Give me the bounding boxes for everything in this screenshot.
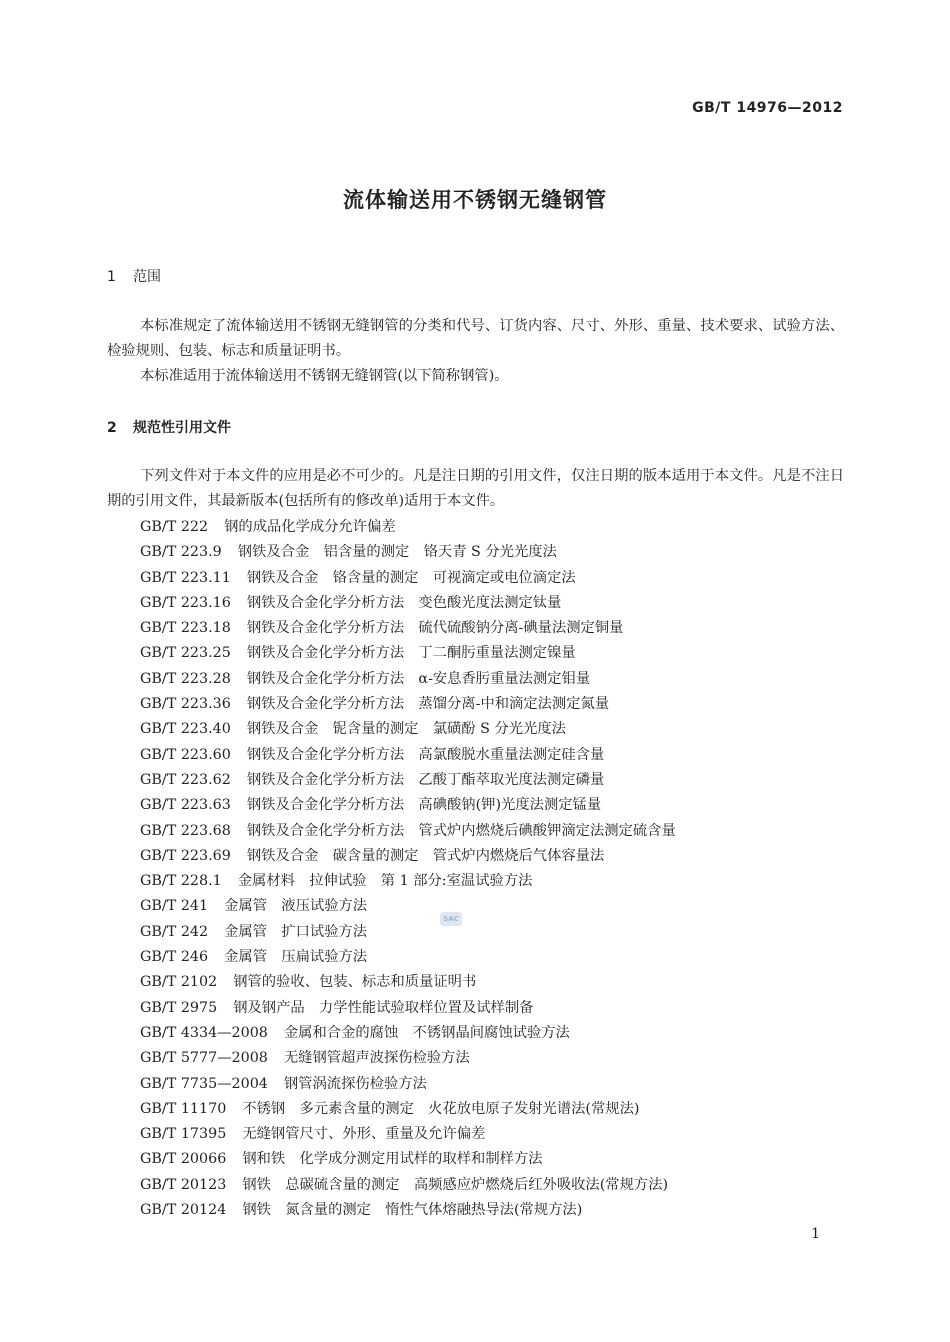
- reference-item: [140, 819, 676, 844]
- page-number: 1: [811, 1226, 820, 1242]
- section-2-heading: [107, 417, 231, 437]
- reference-title: 钢铁及合金化学分析方法 变色酸光度法测定钛量: [246, 594, 562, 611]
- reference-item: [140, 1021, 676, 1046]
- reference-title: 钢及钢产品 力学性能试验取样位置及试样制备: [233, 999, 534, 1016]
- reference-item: [140, 692, 676, 717]
- reference-code: GB/T 7735—2004: [140, 1075, 268, 1092]
- reference-title: 金属和合金的腐蚀 不锈钢晶间腐蚀试验方法: [283, 1024, 570, 1041]
- reference-item: [140, 970, 676, 995]
- reference-code: GB/T 223.60: [140, 746, 231, 763]
- reference-item: [140, 743, 676, 768]
- reference-item: [140, 667, 676, 692]
- reference-code: GB/T 223.36: [140, 696, 231, 713]
- reference-item: [140, 768, 676, 793]
- reference-item: [140, 945, 676, 970]
- reference-title: 金属材料 拉伸试验 第 1 部分:室温试验方法: [237, 873, 533, 890]
- reference-title: 钢铁及合金化学分析方法 高氯酸脱水重量法测定硅含量: [246, 746, 605, 763]
- reference-code: GB/T 4334—2008: [140, 1024, 268, 1041]
- reference-item: [140, 1122, 676, 1147]
- reference-item: [140, 515, 676, 540]
- reference-code: GB/T 223.18: [140, 620, 231, 637]
- reference-item: [140, 591, 676, 616]
- reference-item: [140, 540, 676, 565]
- reference-code: GB/T 246: [140, 949, 209, 966]
- reference-code: GB/T 223.40: [140, 721, 231, 738]
- reference-title: 钢铁及合金化学分析方法 蒸馏分离-中和滴定法测定氮量: [246, 696, 610, 713]
- reference-title: 钢铁 氮含量的测定 惰性气体熔融热导法(常规方法): [242, 1202, 583, 1219]
- document-title: 流体输送用不锈钢无缝钢管: [343, 188, 607, 212]
- reference-title: 钢管涡流探伤检验方法: [283, 1075, 427, 1092]
- section-1-heading: [107, 266, 161, 286]
- reference-code: GB/T 223.16: [140, 594, 231, 611]
- reference-title: 钢铁及合金化学分析方法 管式炉内燃烧后碘酸钾滴定法测定硫含量: [246, 822, 676, 839]
- reference-item: [140, 566, 676, 591]
- reference-title: 钢铁及合金化学分析方法 丁二酮肟重量法测定镍量: [246, 645, 576, 662]
- section-2-number: 2: [107, 420, 117, 436]
- reference-code: GB/T 222: [140, 519, 209, 535]
- reference-title: 钢和铁 化学成分测定用试样的取样和制样方法: [242, 1151, 543, 1168]
- reference-code: GB/T 223.11: [140, 569, 231, 586]
- section-1-title: 范围: [133, 269, 161, 285]
- reference-item: [140, 717, 676, 742]
- reference-code: GB/T 223.25: [140, 645, 231, 662]
- reference-item: [140, 1072, 676, 1097]
- reference-title: 金属管 压扁试验方法: [224, 949, 368, 966]
- reference-code: GB/T 241: [140, 898, 209, 915]
- reference-item: [140, 1046, 676, 1071]
- reference-code: GB/T 223.28: [140, 670, 231, 687]
- reference-code: GB/T 223.9: [140, 544, 222, 561]
- reference-title: 钢铁及合金化学分析方法 高碘酸钠(钾)光度法测定锰量: [246, 797, 602, 814]
- reference-item: [140, 641, 676, 666]
- reference-item: [140, 793, 676, 818]
- section-2-title: 规范性引用文件: [133, 420, 231, 436]
- reference-title: 金属管 扩口试验方法: [224, 923, 368, 940]
- reference-title: 钢铁及合金 铬含量的测定 可视滴定或电位滴定法: [246, 569, 576, 586]
- reference-title: 钢铁及合金化学分析方法 乙酸丁酯萃取光度法测定磷量: [246, 771, 605, 788]
- reference-code: GB/T 223.63: [140, 797, 231, 814]
- reference-item: [140, 1097, 676, 1122]
- standard-code: GB/T 14976—2012: [692, 100, 843, 116]
- reference-title: 不锈钢 多元素含量的测定 火花放电原子发射光谱法(常规法): [242, 1100, 640, 1117]
- reference-title: 钢铁及合金 碳含量的测定 管式炉内燃烧后气体容量法: [246, 847, 605, 864]
- reference-code: GB/T 242: [140, 923, 209, 940]
- reference-code: GB/T 11170: [140, 1100, 227, 1117]
- reference-item: [140, 1198, 676, 1223]
- reference-item: [140, 894, 676, 919]
- reference-title: 钢管的验收、包装、标志和质量证明书: [233, 974, 477, 991]
- reference-title: 钢铁及合金 铝含量的测定 铬天青 S 分光光度法: [237, 544, 557, 561]
- reference-title: 钢铁 总碳硫含量的测定 高频感应炉燃烧后红外吸收法(常规方法): [242, 1176, 669, 1193]
- reference-code: GB/T 17395: [140, 1126, 227, 1143]
- reference-code: GB/T 228.1: [140, 873, 222, 890]
- reference-title: 钢铁及合金化学分析方法 硫代硫酸钠分离-碘量法测定铜量: [246, 620, 624, 637]
- section-1-paragraph-1: 本标准规定了流体输送用不锈钢无缝钢管的分类和代号、订货内容、尺寸、外形、重量、技术要求、试验方法、检验规则、包装、标志和质量证明书。: [107, 318, 844, 359]
- section-1-paragraph-2: 本标准适用于流体输送用不锈钢无缝钢管(以下简称钢管)。: [140, 368, 509, 384]
- reference-item: [140, 616, 676, 641]
- reference-title: 钢的成品化学成分允许偏差: [224, 519, 396, 535]
- reference-item: [140, 869, 676, 894]
- reference-list: [140, 515, 676, 1223]
- reference-title: 无缝钢管尺寸、外形、重量及允许偏差: [242, 1126, 486, 1143]
- reference-code: GB/T 5777—2008: [140, 1050, 268, 1067]
- reference-item: [140, 996, 676, 1021]
- reference-title: 无缝钢管超声波探伤检验方法: [283, 1050, 470, 1067]
- reference-item: [140, 844, 676, 869]
- reference-title: 钢铁及合金 铌含量的测定 氯磺酚 S 分光光度法: [246, 721, 566, 738]
- reference-code: GB/T 2975: [140, 999, 218, 1016]
- reference-code: GB/T 20066: [140, 1151, 227, 1168]
- reference-code: GB/T 20124: [140, 1202, 227, 1219]
- reference-code: GB/T 20123: [140, 1176, 227, 1193]
- reference-title: 钢铁及合金化学分析方法 α-安息香肟重量法测定钼量: [246, 670, 591, 687]
- reference-item: [140, 1173, 676, 1198]
- section-2-intro: 下列文件对于本文件的应用是必不可少的。凡是注日期的引用文件，仅注日期的版本适用于本文件。凡是不注日期的引用文件，其最新版本(包括所有的修改单)适用于本文件。: [107, 468, 844, 509]
- reference-code: GB/T 223.69: [140, 847, 231, 864]
- section-1-number: 1: [107, 269, 116, 285]
- reference-code: GB/T 223.62: [140, 771, 231, 788]
- reference-code: GB/T 223.68: [140, 822, 231, 839]
- reference-code: GB/T 2102: [140, 974, 218, 991]
- sac-watermark-logo: SAC: [440, 912, 462, 926]
- reference-item: [140, 920, 676, 945]
- reference-title: 金属管 液压试验方法: [224, 898, 368, 915]
- reference-item: [140, 1147, 676, 1172]
